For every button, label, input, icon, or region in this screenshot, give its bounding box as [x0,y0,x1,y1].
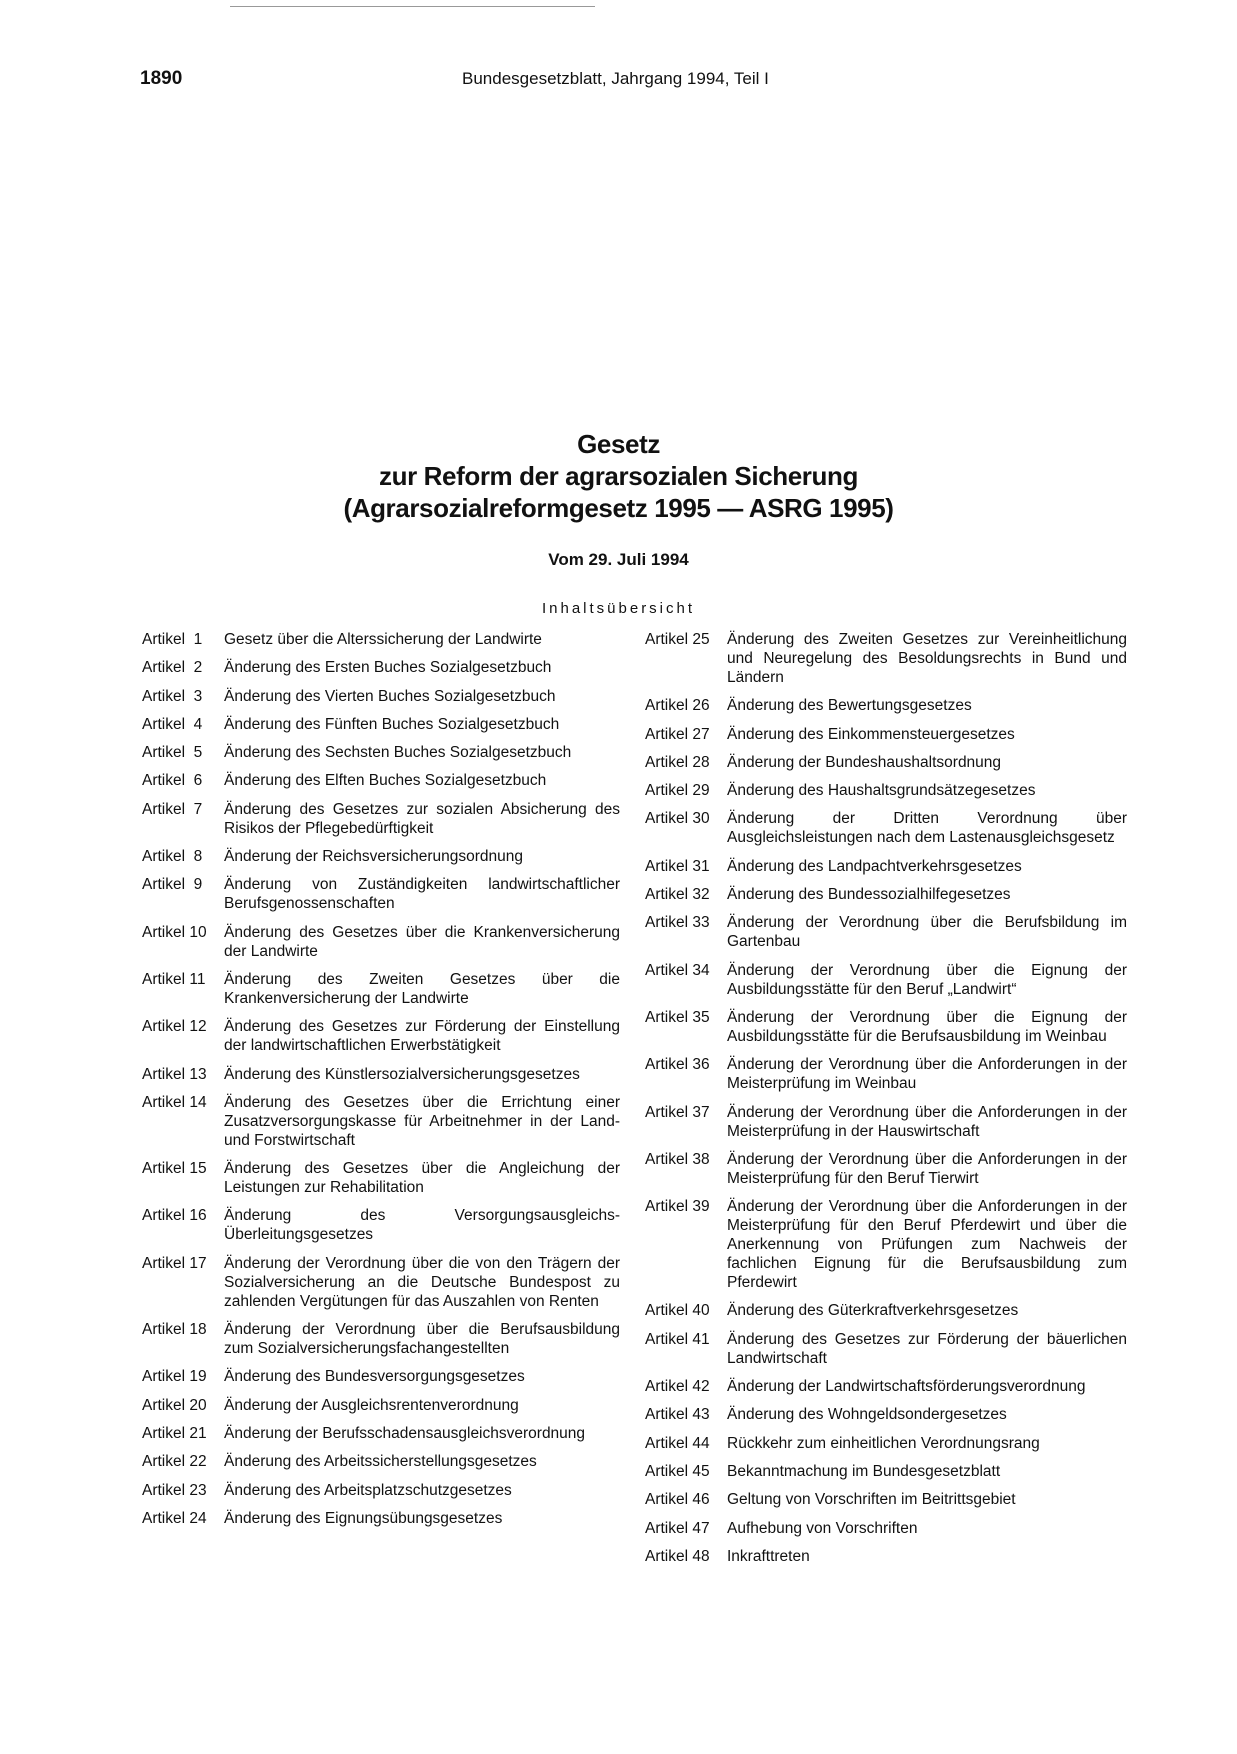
law-title-line-1: Gesetz [577,429,660,459]
toc-article-number: Artikel 25 [645,631,710,648]
toc-article-number: Artikel 46 [645,1491,710,1509]
toc-column-right [645,630,1127,1575]
toc-article-title: Änderung der Ausgleichsrentenverordnung [224,1396,519,1414]
toc-entry [142,1367,620,1386]
toc-article-title: Änderung des Haushaltsgrundsätzegesetzes [727,782,1036,800]
toc-entry [142,1509,620,1528]
toc-article-number: Artikel 19 [142,1368,207,1386]
toc-entry [645,857,1127,876]
toc-article-number: Artikel 13 [142,1065,207,1083]
scan-top-rule [230,6,595,7]
toc-article-number: Artikel 5 [142,744,203,762]
toc-article-title: Änderung des Fünften Buches Sozialgesetzbuch [224,715,560,733]
toc-article-title: Änderung des Zweiten Gesetzes über die Krankenversicherung der Landwirte [224,970,620,1007]
toc-entry [645,1519,1127,1538]
toc-entry [142,715,620,734]
toc-article-title: Änderung der Landwirtschaftsförderungsverordnung [727,1378,1086,1396]
toc-entry [645,1377,1127,1396]
toc-article-title: Änderung der Reichsversicherungsordnung [224,848,523,866]
toc-entry [142,1254,620,1311]
toc-article-number: Artikel 10 [142,923,207,941]
toc-entry [645,809,1127,847]
toc-article-number: Artikel 11 [142,970,206,988]
toc-entry [645,1008,1127,1046]
toc-entry [645,1462,1127,1481]
toc-article-title: Änderung der Verordnung über die Eignung der Ausbildungsstätte für den Beruf „Landwirt“ [727,961,1127,998]
toc-entry [645,961,1127,999]
toc-entry [645,630,1127,687]
toc-article-number: Artikel 40 [645,1302,710,1320]
toc-article-number: Artikel 27 [645,725,710,743]
toc-article-title: Änderung der Berufsschadensausgleichsverordnung [224,1424,586,1442]
toc-article-title: Gesetz über die Alterssicherung der Landwirte [224,631,542,648]
toc-article-number: Artikel 28 [645,753,710,771]
toc-entry [645,1547,1127,1566]
toc-article-title: Änderung des Wohngeldsondergesetzes [727,1406,1007,1424]
toc-article-title: Änderung der Dritten Verordnung über Ausgleichsleistungen nach dem Lastenausgleichsgesetz [727,810,1127,847]
toc-entry [142,1017,620,1055]
toc-article-title: Änderung des Gesetzes zur sozialen Absicherung des Risikos der Pflegebedürftigkeit [224,800,620,837]
toc-article-title: Änderung des Gesetzes über die Krankenversicherung der Landwirte [224,923,620,960]
toc-article-number: Artikel 23 [142,1481,207,1499]
page-header [0,68,1237,92]
toc-article-number: Artikel 9 [142,876,203,894]
toc-article-title: Rückkehr zum einheitlichen Verordnungsrang [727,1434,1040,1452]
toc-entry [142,970,620,1008]
toc-entry [645,1197,1127,1292]
toc-article-number: Artikel 33 [645,914,710,932]
toc-entry [142,743,620,762]
toc-entry [645,1103,1127,1141]
toc-entry [645,1055,1127,1093]
toc-article-number: Artikel 24 [142,1509,207,1527]
toc-article-title: Inkrafttreten [727,1547,810,1565]
toc-article-number: Artikel 44 [645,1434,710,1452]
toc-article-title: Änderung des Gesetzes über die Angleichung der Leistungen zur Rehabilitation [224,1160,620,1197]
toc-article-number: Artikel 29 [645,782,710,800]
toc-article-title: Änderung der Verordnung über die Berufsbildung im Gartenbau [727,914,1127,951]
toc-article-number: Artikel 1 [142,631,203,648]
toc-article-title: Änderung von Zuständigkeiten landwirtschaftlicher Berufsgenossenschaften [224,876,620,913]
toc-entry [645,1490,1127,1509]
toc-article-number: Artikel 3 [142,687,203,705]
toc-article-number: Artikel 32 [645,886,710,904]
toc-entry [142,1065,620,1084]
toc-article-title: Änderung des Zweiten Gesetzes zur Vereinheitlichung und Neuregelung des Besoldungsrechts in Bund und Ländern [727,631,1127,686]
toc-entry [142,1159,620,1197]
toc-article-number: Artikel 12 [142,1018,207,1036]
toc-entry [645,1301,1127,1320]
toc-entry [142,1424,620,1443]
toc-entry [645,885,1127,904]
toc-article-number: Artikel 43 [645,1406,710,1424]
toc-article-number: Artikel 20 [142,1396,207,1414]
toc-article-title: Änderung der Verordnung über die Anforderungen in der Meisterprüfung für den Beruf Pferdewirt und über die Anerkennung von Prüfungen zum Nachweis der fachlichen Eignung für die Berufsausbildung zum Pferdewirt [727,1198,1127,1292]
toc-article-title: Änderung des Landpachtverkehrsgesetzes [727,857,1022,875]
toc-article-number: Artikel 16 [142,1207,207,1225]
toc-article-title: Änderung des Gesetzes zur Förderung der Einstellung der landwirtschaftlichen Erwerbstätigkeit [224,1018,620,1055]
toc-article-title: Änderung der Verordnung über die Anforderungen in der Meisterprüfung in der Hauswirtschaft [727,1103,1127,1140]
toc-entry [142,1093,620,1150]
toc-article-number: Artikel 48 [645,1547,710,1565]
toc-article-number: Artikel 47 [645,1519,710,1537]
toc-article-number: Artikel 14 [142,1093,207,1111]
toc-article-number: Artikel 34 [645,961,710,979]
toc-article-number: Artikel 36 [645,1056,710,1074]
toc-article-title: Aufhebung von Vorschriften [727,1519,918,1537]
toc-entry [142,923,620,961]
toc-article-number: Artikel 39 [645,1198,710,1216]
toc-article-title: Änderung der Verordnung über die Anforderungen in der Meisterprüfung im Weinbau [727,1056,1127,1093]
toc-article-title: Änderung des Versorgungsausgleichs-Überleitungsgesetzes [224,1207,620,1244]
toc-entry [645,1330,1127,1368]
toc-article-title: Änderung des Vierten Buches Sozialgesetzbuch [224,687,556,705]
toc-article-title: Änderung des Arbeitsplatzschutzgesetzes [224,1481,512,1499]
toc-article-number: Artikel 6 [142,772,203,790]
toc-entry [142,1320,620,1358]
toc-article-number: Artikel 21 [142,1424,207,1442]
toc-article-title: Änderung des Bewertungsgesetzes [727,697,972,715]
toc-article-number: Artikel 38 [645,1150,710,1168]
toc-article-title: Änderung der Verordnung über die Anforderungen in der Meisterprüfung für den Beruf Tierwirt [727,1150,1127,1187]
toc-article-title: Änderung des Bundesversorgungsgesetzes [224,1368,525,1386]
toc-article-title: Änderung des Arbeitssicherstellungsgesetzes [224,1453,537,1471]
toc-entry [142,1206,620,1244]
toc-article-title: Änderung des Ersten Buches Sozialgesetzbuch [224,659,552,677]
toc-article-number: Artikel 37 [645,1103,710,1121]
toc-entry [142,658,620,677]
toc-article-number: Artikel 26 [645,697,710,715]
toc-entry [645,696,1127,715]
toc-article-number: Artikel 7 [142,800,203,818]
toc-entry [645,1405,1127,1424]
toc-article-number: Artikel 41 [645,1330,710,1348]
toc-article-title: Änderung des Eignungsübungsgesetzes [224,1509,503,1527]
toc-article-number: Artikel 31 [645,857,710,875]
running-title: Bundesgesetzblatt, Jahrgang 1994, Teil I [462,69,769,88]
law-title-block [0,428,1237,617]
toc-article-title: Änderung der Verordnung über die von den Trägern der Sozialversicherung an die Deutsche Bundespost zu zahlenden Vergütungen für das Auszahlen von Renten [224,1254,620,1310]
toc-entry [645,1434,1127,1453]
toc-article-title: Änderung des Güterkraftverkehrsgesetzes [727,1302,1019,1320]
law-date: Vom 29. Juli 1994 [548,550,689,569]
toc-entry [142,687,620,706]
toc-article-title: Änderung des Gesetzes zur Förderung der bäuerlichen Landwirtschaft [727,1330,1127,1367]
toc-article-number: Artikel 15 [142,1160,207,1178]
toc-entry [645,725,1127,744]
toc-article-number: Artikel 45 [645,1462,710,1480]
toc-entry [142,875,620,913]
toc-column-left [142,630,620,1537]
toc-article-title: Änderung des Sechsten Buches Sozialgesetzbuch [224,744,572,762]
toc-entry [142,800,620,838]
toc-article-number: Artikel 22 [142,1453,207,1471]
toc-entry [142,847,620,866]
toc-entry [142,1481,620,1500]
toc-article-number: Artikel 17 [142,1254,207,1272]
toc-article-title: Änderung des Einkommensteuergesetzes [727,725,1015,743]
toc-article-number: Artikel 30 [645,810,710,828]
toc-heading: Inhaltsübersicht [541,600,696,617]
toc-article-title: Änderung des Gesetzes über die Errichtung einer Zusatzversorgungskasse für Arbeitnehmer in der Land- und Forstwirtschaft [224,1093,620,1149]
toc-entry [142,630,620,649]
toc-entry [645,781,1127,800]
law-title-line-2: zur Reform der agrarsozialen Sicherung [379,461,858,491]
toc-article-title: Änderung der Verordnung über die Eignung der Ausbildungsstätte für die Berufsausbildung im Weinbau [727,1008,1127,1045]
law-title-line-3: (Agrarsozialreformgesetz 1995 — ASRG 1995) [343,493,894,523]
toc-article-number: Artikel 2 [142,659,203,677]
toc-article-title: Geltung von Vorschriften im Beitrittsgebiet [727,1491,1016,1509]
toc-article-number: Artikel 4 [142,715,203,733]
toc-article-number: Artikel 8 [142,848,203,866]
toc-article-title: Änderung der Verordnung über die Berufsausbildung zum Sozialversicherungsfachangestellten [224,1321,620,1358]
toc-entry [645,1150,1127,1188]
toc-article-number: Artikel 18 [142,1321,207,1339]
toc-article-title: Bekanntmachung im Bundesgesetzblatt [727,1462,1001,1480]
toc-article-title: Änderung der Bundeshaushaltsordnung [727,753,1002,771]
toc-entry [645,913,1127,951]
toc-article-number: Artikel 42 [645,1378,710,1396]
toc-entry [142,771,620,790]
page-number: 1890 [140,68,183,89]
toc-entry [645,753,1127,772]
toc-article-title: Änderung des Bundessozialhilfegesetzes [727,886,1011,904]
toc-entry [142,1396,620,1415]
toc-article-number: Artikel 35 [645,1008,710,1026]
toc-article-title: Änderung des Künstlersozialversicherungsgesetzes [224,1065,580,1083]
toc-article-title: Änderung des Elften Buches Sozialgesetzbuch [224,772,547,790]
toc-entry [142,1452,620,1471]
